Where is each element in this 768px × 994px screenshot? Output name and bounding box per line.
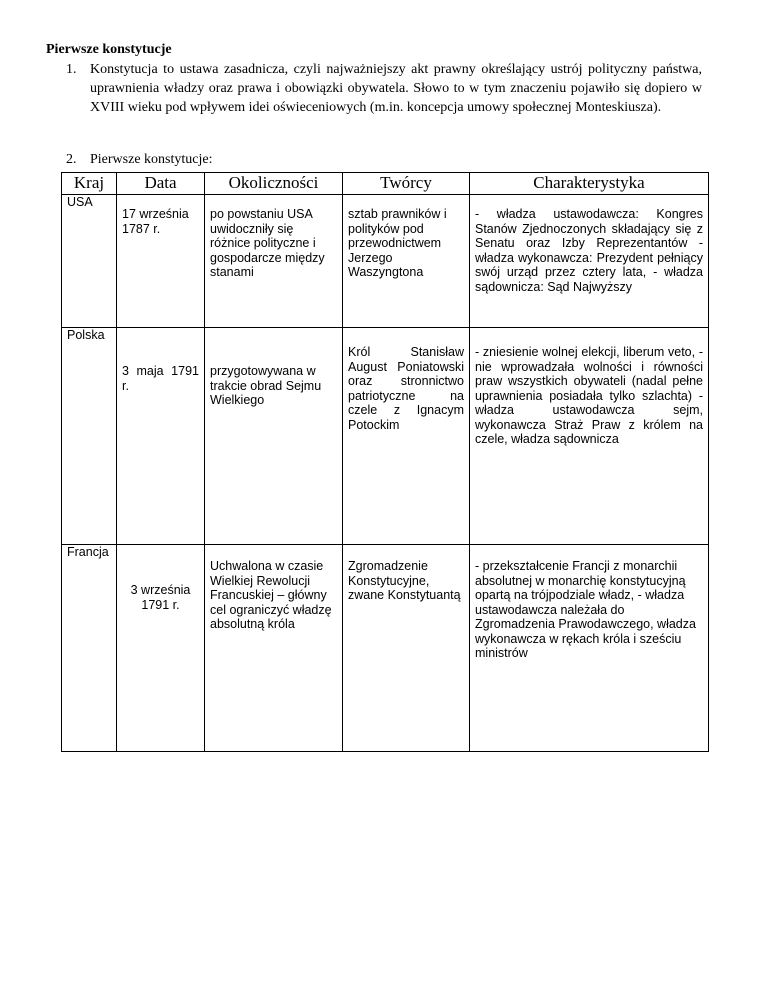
cell-creators: sztab prawników i polityków pod przewodnictwem Jerzego Waszyngtona [343, 195, 470, 328]
header-country: Kraj [62, 173, 117, 195]
section-heading: Pierwsze konstytucje [46, 42, 172, 57]
cell-characteristics: - przekształcenie Francji z monarchii absolutnej w monarchię konstytucyjną opartą na trójpodziale władz, - władza ustawodawcza należała do Zgromadzenia Prawodawczego, władza wykonawcza w rękach króla i sześciu ministrów [470, 545, 709, 752]
cell-date: 17 września 1787 r. [117, 195, 205, 328]
cell-creators: Król Stanisław August Poniatowski oraz stronnictwo patriotyczne na czele z Ignacym Potockim [343, 328, 470, 545]
table-header-row [62, 173, 709, 195]
cell-circumstances: po powstaniu USA uwidoczniły się różnice polityczne i gospodarcze między stanami [205, 195, 343, 328]
header-circumstances: Okoliczności [205, 173, 343, 195]
cell-circumstances: Uchwalona w czasie Wielkiej Rewolucji Francuskiej – główny cel ograniczyć władzę absolutną króla [205, 545, 343, 752]
cell-date: 3 maja 1791 r. [117, 328, 205, 545]
cell-creators: Zgromadzenie Konstytucyjne, zwane Konstytuantą [343, 545, 470, 752]
table-row [62, 545, 709, 752]
cell-characteristics: - władza ustawodawcza: Kongres Stanów Zjednoczonych składający się z Senatu oraz Izby Reprezentantów - władza wykonawcza: Prezydent pełniący swój urząd przez cztery lata, - władza sądownicza: Sąd Najwyższy [470, 195, 709, 328]
list-item-text: Pierwsze konstytucje: [90, 152, 213, 167]
cell-date: 3 września 1791 r. [117, 545, 205, 752]
list-item-text: Konstytucja to ustawa zasadnicza, czyli najważniejszy akt prawny określający ustrój polityczny państwa, uprawnienia władzy oraz prawa i obowiązki obywatela. Słowo to w tym znaczeniu pojawiło się dopiero w XVIII wieku pod wpływem idei oświeceniowych (m.in. koncepcja umowy społecznej Monteskiusza). [90, 62, 702, 115]
header-date: Data [117, 173, 205, 195]
header-characteristics: Charakterystyka [470, 173, 709, 195]
cell-country: USA [62, 195, 117, 328]
cell-characteristics: - zniesienie wolnej elekcji, liberum veto, - nie wprowadzała wolności i równości praw wszystkich obywateli (nadal pełne uprawnienia posiadała tylko szlachta) - władza ustawodawcza sejm, wykonawcza Straż Praw z królem na czele, władza sądownicza [470, 328, 709, 545]
list-number: 2. [66, 152, 77, 167]
constitutions-table [61, 172, 709, 752]
table-row [62, 195, 709, 328]
list-number: 1. [66, 62, 77, 77]
header-creators: Twórcy [343, 173, 470, 195]
cell-country: Polska [62, 328, 117, 545]
table-row [62, 328, 709, 545]
list-item-1 [66, 60, 702, 117]
cell-country: Francja [62, 545, 117, 752]
cell-circumstances: przygotowywana w trakcie obrad Sejmu Wielkiego [205, 328, 343, 545]
list-item-2 [66, 151, 212, 169]
